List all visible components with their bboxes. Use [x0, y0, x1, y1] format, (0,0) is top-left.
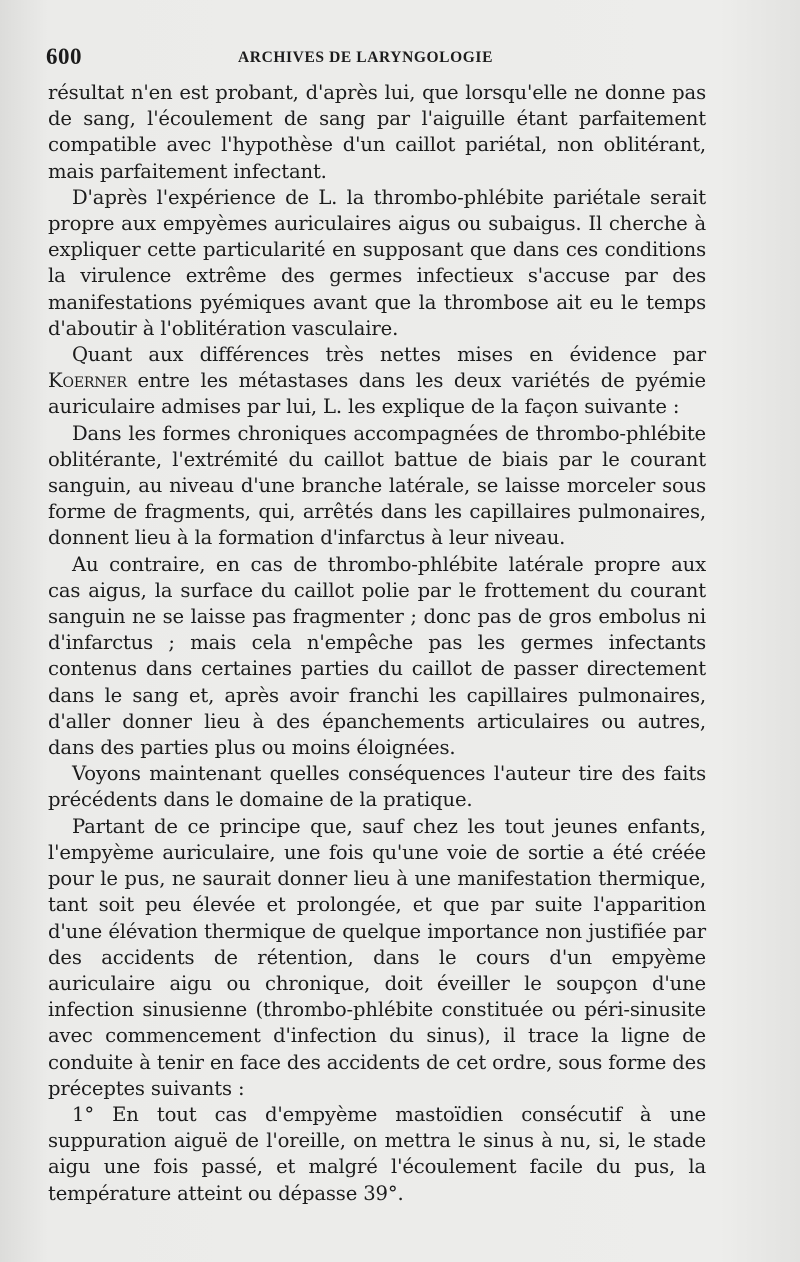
page-number: 600: [46, 44, 82, 69]
paragraph-8: 1° En tout cas d'empyème mastoïdien consécutif à une suppuration aiguë de l'oreille, on mettra le sinus à nu, si, le stade aigu une fois passé, et malgré l'écoulement facile du pus, la température atteint ou dépasse 39°.: [48, 1102, 706, 1205]
author-name-koerner: Koerner: [48, 369, 127, 393]
paragraph-3-before: Quant aux différences très nettes mises en évidence par: [72, 343, 706, 367]
paragraph-2: D'après l'expérience de L. la thrombo-phlébite pariétale serait propre aux empyèmes auriculaires aigus ou subaigus. Il cherche à expliquer cette particularité en supposant que dans ces conditions la virulence extrême des germes infectieux s'accuse par des manifestations pyémiques avant que la thrombose ait eu le temps d'aboutir à l'oblitération vasculaire.: [48, 185, 706, 340]
page-header: [46, 44, 706, 74]
paragraph-4: Dans les formes chroniques accompagnées de thrombo-phlébite oblitérante, l'extrémité du caillot battue de biais par le courant sanguin, au niveau d'une branche latérale, se laisse morceler sous forme de fragments, qui, arrêtés dans les capillaires pulmonaires, donnent lieu à la formation d'infarctus à leur niveau.: [48, 421, 706, 550]
paragraph-1: résultat n'en est probant, d'après lui, que lorsqu'elle ne donne pas de sang, l'écoulement de sang par l'aiguille étant parfaitement compatible avec l'hypothèse d'un caillot pariétal, non oblitérant, mais parfaitement infectant.: [48, 81, 706, 183]
body-text: [48, 80, 706, 1207]
paragraph-3: [48, 342, 706, 421]
paragraph-6: Voyons maintenant quelles conséquences l'auteur tire des faits précédents dans le domaine de la pratique.: [48, 762, 706, 812]
paragraph-3-after: entre les métastases dans les deux variétés de pyémie auriculaire admises par lui, L. les explique de la façon suivante :: [48, 369, 706, 419]
paragraph-5: Au contraire, en cas de thrombo-phlébite latérale propre aux cas aigus, la surface du caillot polie par le frottement du courant sanguin ne se laisse pas fragmenter ; donc pas de gros embolus ni d'infarctus ; mais cela n'empêche pas les germes infectants contenus dans certaines parties du caillot de passer directement dans le sang et, après avoir franchi les capillaires pulmonaires, d'aller donner lieu à des épanchements articulaires ou autres, dans des parties plus ou moins éloignées.: [48, 552, 706, 760]
paragraph-7: Partant de ce principe que, sauf chez les tout jeunes enfants, l'empyème auriculaire, une fois qu'une voie de sortie a été créée pour le pus, ne saurait donner lieu à une manifestation thermique, tant soit peu élevée et prolongée, et que par suite l'apparition d'une élévation thermique de quelque importance non justifiée par des accidents de rétention, dans le cours d'un empyème auriculaire aigu ou chronique, doit éveiller le soupçon d'une infection sinusienne (thrombo-phlébite constituée ou péri-sinusite avec commencement d'infection du sinus), il trace la ligne de conduite à tenir en face des accidents de cet ordre, sous forme des préceptes suivants :: [48, 814, 706, 1100]
running-title: ARCHIVES DE LARYNGOLOGIE: [238, 49, 494, 66]
